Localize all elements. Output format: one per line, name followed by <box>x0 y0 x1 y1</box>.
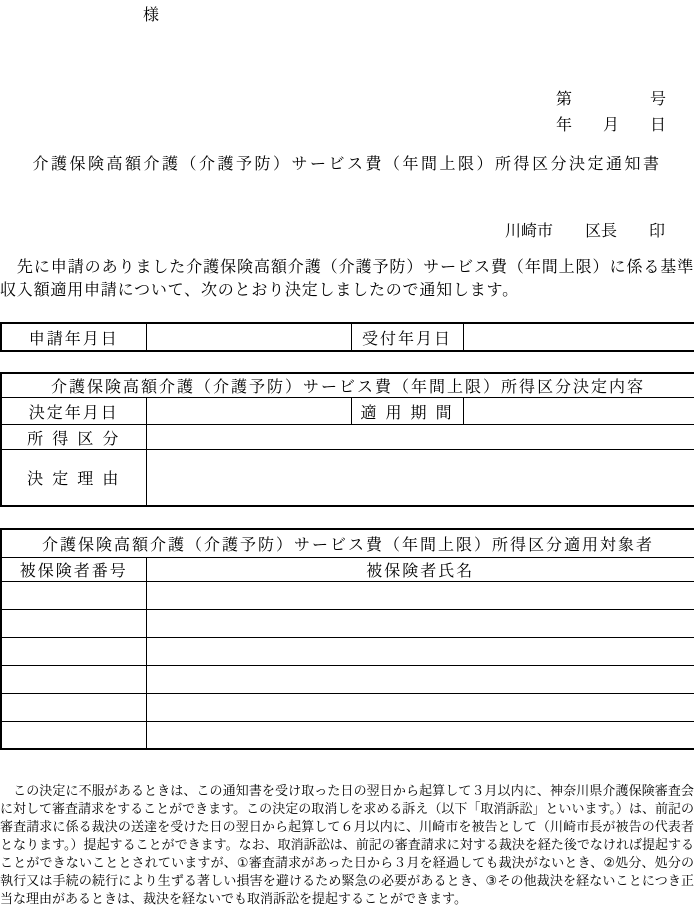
income-class-row <box>1 425 694 450</box>
insured-name-cell <box>146 637 694 665</box>
subject-table-header: 介護保険高額介護（介護予防）サービス費（年間上限）所得区分適用対象者 <box>1 529 694 557</box>
issuer-city: 川崎市 <box>505 221 554 240</box>
decision-table-header: 介護保険高額介護（介護予防）サービス費（年間上限）所得区分決定内容 <box>1 373 694 398</box>
issuer-seal-mark: 印 <box>648 221 665 240</box>
document-title: 介護保険高額介護（介護予防）サービス費（年間上限）所得区分決定通知書 <box>32 154 662 173</box>
decision-reason-label: 決 定 理 由 <box>1 450 146 506</box>
insured-name-cell <box>146 665 694 693</box>
insured-number-cell <box>1 581 146 609</box>
decision-date-row <box>1 398 694 425</box>
insured-number-cell <box>1 693 146 721</box>
document-number-prefix: 第 <box>556 89 573 108</box>
subject-table <box>0 528 694 750</box>
decision-reason-value <box>146 450 694 506</box>
insured-name-cell <box>146 693 694 721</box>
decision-date-label: 決定年月日 <box>1 398 146 425</box>
insured-name-cell <box>146 721 694 749</box>
insured-name-cell <box>146 609 694 637</box>
issuer-office: 区長 <box>584 221 617 240</box>
decision-date-value <box>146 398 351 425</box>
application-table <box>0 322 694 352</box>
application-date-label: 申請年月日 <box>1 323 146 351</box>
subject-table-column-header-row <box>1 557 694 581</box>
apply-period-value <box>463 398 694 425</box>
subject-table-body <box>1 581 694 749</box>
decision-table-header-row <box>1 373 694 398</box>
intro-paragraph: 先に申請のありました介護保険高額介護（介護予防）サービス費（年間上限）に係る基準収入額適用申請について、次のとおり決定しましたので通知します。 <box>0 257 694 299</box>
subject-table-empty-row <box>1 693 694 721</box>
date-year-label: 年 <box>556 115 573 134</box>
insured-number-cell <box>1 637 146 665</box>
insured-name-cell <box>146 581 694 609</box>
date-month-label: 月 <box>602 115 619 134</box>
subject-table-empty-row <box>1 581 694 609</box>
date-line <box>556 112 666 135</box>
recipient-honorific: 様 <box>143 5 160 24</box>
decision-reason-row <box>1 450 694 506</box>
insured-number-cell <box>1 609 146 637</box>
subject-table-empty-row <box>1 721 694 749</box>
subject-table-header-row <box>1 529 694 557</box>
document-number-suffix: 号 <box>649 89 666 108</box>
decision-table <box>0 372 694 507</box>
date-day-label: 日 <box>649 115 666 134</box>
issuer-line <box>505 218 665 241</box>
subject-table-empty-row <box>1 609 694 637</box>
application-table-row <box>1 323 694 351</box>
reception-date-label: 受付年月日 <box>351 323 463 351</box>
insured-number-column-header: 被保険者番号 <box>1 557 146 581</box>
insured-name-column-header: 被保険者氏名 <box>146 557 694 581</box>
subject-table-empty-row <box>1 637 694 665</box>
insured-number-cell <box>1 721 146 749</box>
subject-table-empty-row <box>1 665 694 693</box>
insured-number-cell <box>1 665 146 693</box>
income-class-value <box>146 425 694 450</box>
application-date-value <box>146 323 351 351</box>
appeal-notice: この決定に不服があるときは、この通知書を受け取った日の翌日から起算して３月以内に、神奈川県介護保険審査会に対して審査請求をすることができます。この決定の取消しを求める訴え（以下「取消訴訟」といいます。）は、前記の審査請求に係る裁決の送達を受けた日の翌日から起算して６月以内に、川崎市を被告として（川崎市長が被告の代表者となります。）提起することができます。なお、取消訴訟は、前記の審査請求に対する裁決を経た後でなければ提起することができないこととされていますが、①審査請求があった日から３月を経過しても裁決がないとき、②処分、処分の執行又は手続の続行により生ずる著しい損害を避けるため緊急の必要があるとき、③その他裁決を経ないことにつき正当な理由があるときは、裁決を経ないでも取消訴訟を提起することができます。 <box>0 784 694 907</box>
document-number-line <box>556 86 666 109</box>
apply-period-label: 適 用 期 間 <box>351 398 463 425</box>
income-class-label: 所 得 区 分 <box>1 425 146 450</box>
reception-date-value <box>463 323 694 351</box>
